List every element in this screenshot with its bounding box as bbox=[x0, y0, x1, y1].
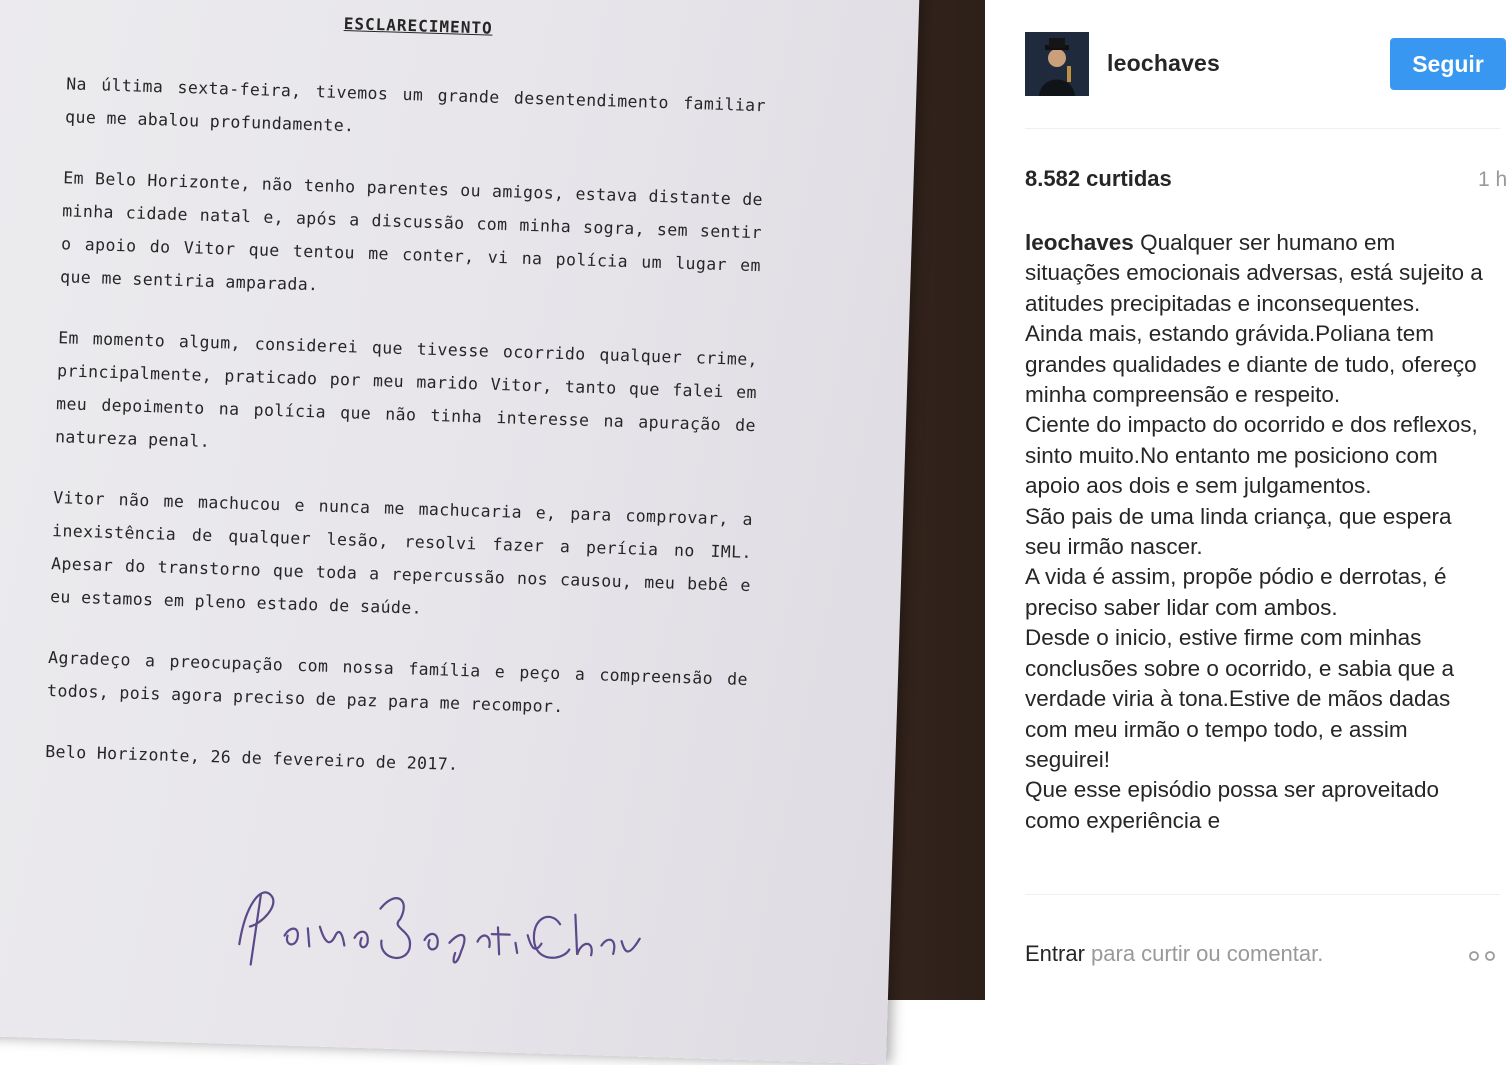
document-paragraph: Em momento algum, considerei que tivesse ocorrido qualquer crime, principalmente, praticado por meu marido Vitor, tanto que falei em meu depoimento na polícia que não tinha interesse na apuração de natureza penal. bbox=[54, 328, 759, 452]
post-timestamp[interactable]: 1 h bbox=[1478, 168, 1507, 191]
document-paragraph: Em Belo Horizonte, não tenho parentes ou amigos, estava distante de minha cidade natal e, após a discussão com minha sogra, sem sentir o apoio do Vitor que tentou me conter, vi na polícia um lugar em que me sentiria amparada. bbox=[59, 168, 764, 295]
login-prompt-text: para curtir ou comentar. bbox=[1084, 941, 1324, 966]
post-side-panel bbox=[985, 0, 1507, 1000]
header-divider bbox=[1025, 128, 1500, 129]
document-paragraph: Vitor não me machucou e nunca me machucaria e, para comprovar, a inexistência de qualquer lesão, resolvi fazer a perícia no IML. Apesar do transtorno que toda a repercussão nos causou, meu bebê e eu estamos em pleno estado de saúde. bbox=[49, 488, 754, 618]
avatar-image bbox=[1025, 32, 1089, 96]
caption-username[interactable]: leochaves bbox=[1025, 230, 1134, 255]
document-date: Belo Horizonte, 26 de fevereiro de 2017. bbox=[44, 741, 459, 774]
login-prompt bbox=[1025, 941, 1323, 967]
document-text bbox=[45, 0, 769, 790]
post-username[interactable]: leochaves bbox=[1107, 50, 1221, 76]
document-title: ESCLARECIMENTO bbox=[343, 14, 493, 38]
document-paragraph: Na última sexta-feira, tivemos um grande desentendimento familiar que me abalou profundamente. bbox=[64, 74, 767, 136]
caption-area bbox=[1025, 228, 1485, 894]
post-header bbox=[1025, 32, 1500, 96]
like-count[interactable]: 8.582 curtidas bbox=[1025, 166, 1172, 191]
document-paragraph: Agradeço a preocupação com nossa família e peço a compreensão de todos, pois agora preciso de paz para me recompor. bbox=[46, 648, 749, 717]
avatar[interactable] bbox=[1025, 32, 1089, 96]
more-options-icon[interactable] bbox=[1468, 948, 1500, 964]
caption-text: Qualquer ser humano em situações emocionais adversas, está sujeito a atitudes precipitadas e inconsequentes. Ainda mais, estando grávida.Poliana tem grandes qualidades e diante de tudo, ofereço minha compreensão e respeito. Ciente do impacto do ocorrido e dos reflexos, sinto muito.No entanto me posiciono com apoio aos dois e sem julgamentos. São pais de uma linda criança, que espera seu irmão nascer. A vida é assim, propõe pódio e derrotas, é preciso saber lidar com ambos. Desde o inicio, estive firme com minhas conclusões sobre o ocorrido, e sabia que a verdade viria à tona.Estive de mãos dadas com meu irmão o tempo todo, e assim seguirei! Que esse episódio possa ser aproveitado como experiência e bbox=[1025, 230, 1483, 833]
post-caption bbox=[1025, 228, 1485, 836]
footer-divider bbox=[1025, 894, 1500, 895]
handwritten-signature bbox=[228, 864, 652, 997]
login-link[interactable]: Entrar bbox=[1025, 941, 1085, 966]
follow-button[interactable]: Seguir bbox=[1390, 38, 1506, 90]
signature-drawing bbox=[228, 864, 652, 997]
